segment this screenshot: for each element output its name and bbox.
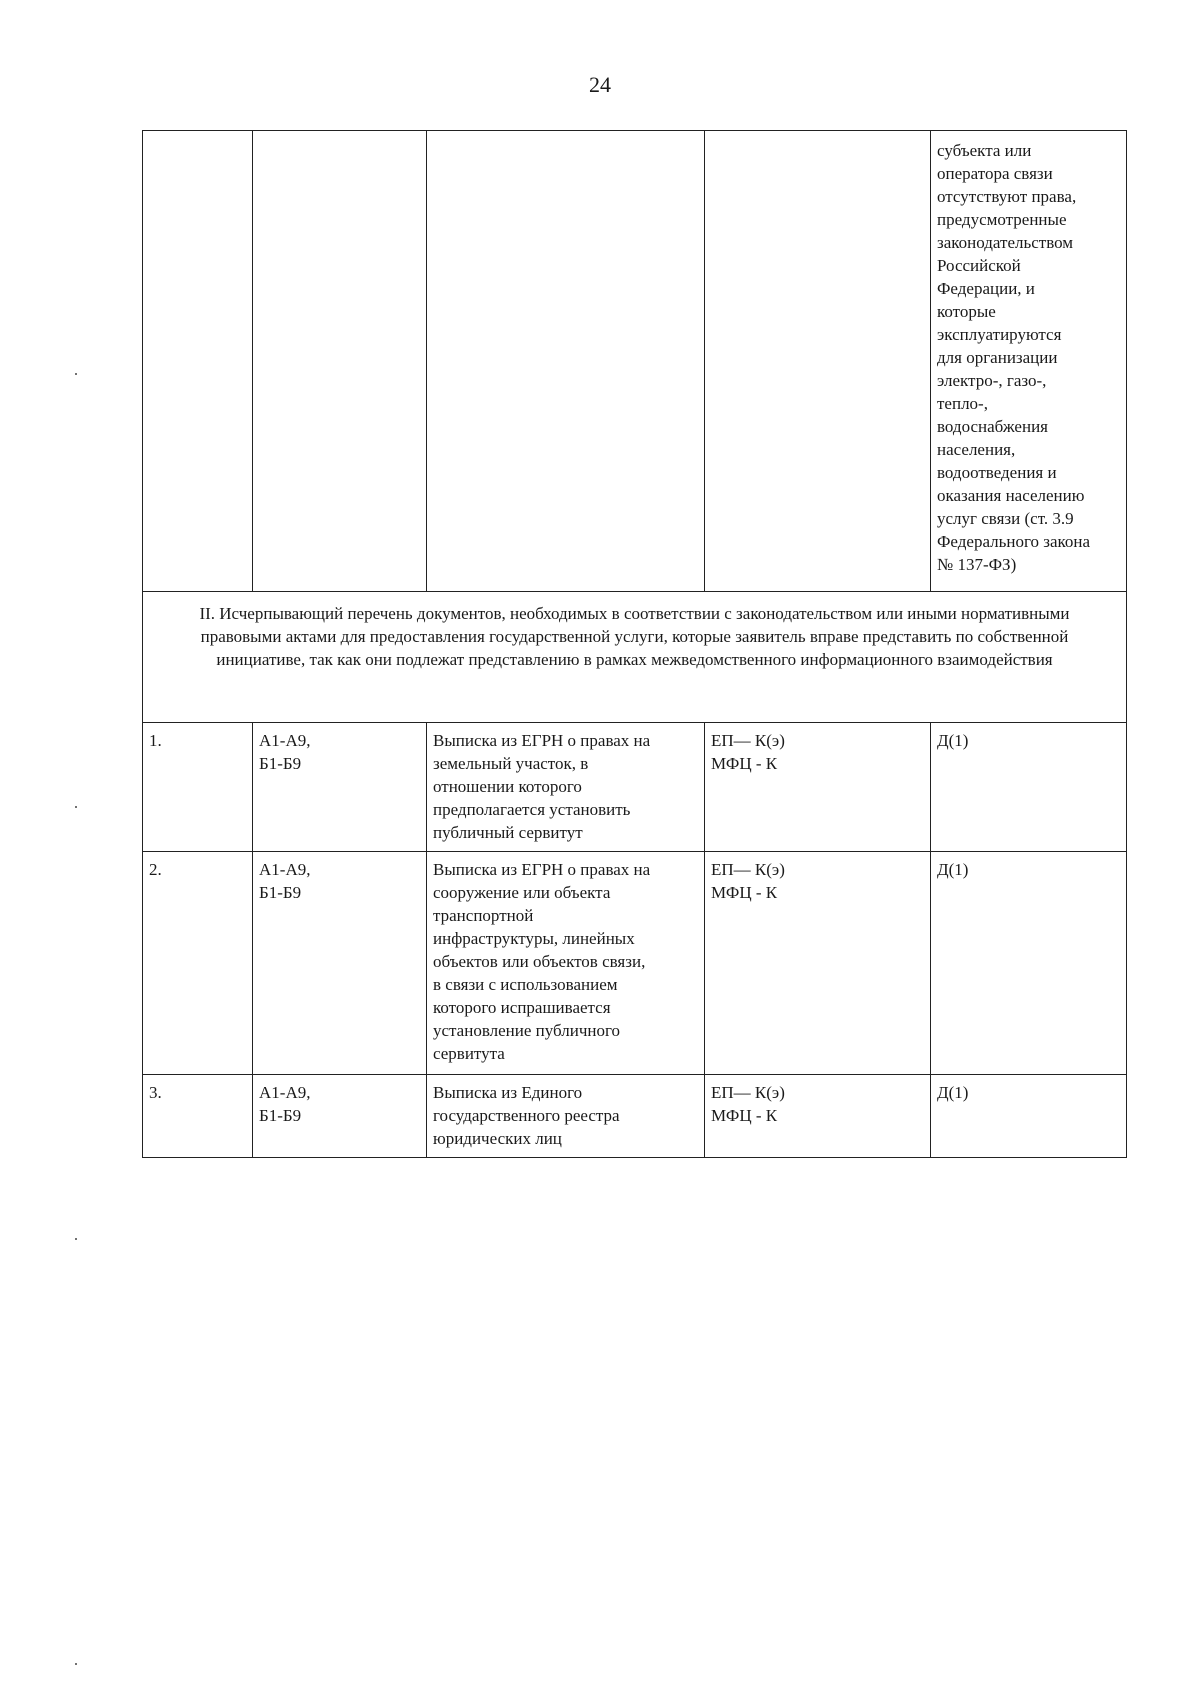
channel-line: ЕП— К(э) (711, 731, 785, 750)
note-line: эксплуатируются (937, 325, 1062, 344)
channel-line: МФЦ - К (711, 883, 778, 902)
doc-line: установление публичного (433, 1021, 621, 1040)
doc-line: Выписка из Единого (433, 1083, 583, 1102)
code-line: Б1-Б9 (259, 1106, 302, 1125)
section-heading: II. Исчерпывающий перечень документов, необходимых в соответствии с законодательством или иными нормативными правовыми актами для предоставления государственной услуги, которые заявитель вправе представить по собственной инициативе, так как они подлежат представлению в рамках межведомственного информационного взаимодействия (143, 592, 1127, 723)
doc-line: юридических лиц (433, 1129, 562, 1148)
margin-dot (75, 373, 77, 375)
note-line: субъекта или (937, 141, 1032, 160)
row-codes (253, 723, 427, 852)
row-result: Д(1) (931, 1075, 1127, 1158)
margin-dot (75, 1663, 77, 1665)
cell-channels (705, 131, 931, 592)
note-line: электро-, газо-, (937, 371, 1047, 390)
doc-line: отношении которого (433, 777, 582, 796)
channel-line: МФЦ - К (711, 1106, 778, 1125)
row-document (427, 723, 705, 852)
row-document (427, 1075, 705, 1158)
row-document (427, 852, 705, 1075)
code-line: Б1-Б9 (259, 754, 302, 773)
channel-line: ЕП— К(э) (711, 1083, 785, 1102)
margin-dot (75, 1238, 77, 1240)
cell-note (931, 131, 1127, 592)
doc-line: предполагается установить (433, 800, 631, 819)
note-line: Российской (937, 256, 1021, 275)
doc-line: сервитута (433, 1044, 505, 1063)
row-number: 1. (143, 723, 253, 852)
table-row (143, 1075, 1127, 1158)
table-row (143, 723, 1127, 852)
note-line: оператора связи (937, 164, 1053, 183)
doc-line: Выписка из ЕГРН о правах на (433, 731, 651, 750)
row-codes (253, 852, 427, 1075)
note-line: для организации (937, 348, 1058, 367)
doc-line: инфраструктуры, линейных (433, 929, 635, 948)
doc-line: сооружение или объекта (433, 883, 611, 902)
row-number: 3. (143, 1075, 253, 1158)
table-row (143, 852, 1127, 1075)
table-row-continuation (143, 131, 1127, 592)
note-line: отсутствуют права, (937, 187, 1077, 206)
note-line: услуг связи (ст. 3.9 (937, 509, 1074, 528)
doc-line: публичный сервитут (433, 823, 583, 842)
note-line: водоотведения и (937, 463, 1057, 482)
doc-line: которого испрашивается (433, 998, 611, 1017)
cell-num (143, 131, 253, 592)
note-line: № 137-ФЗ) (937, 555, 1017, 574)
section-heading-row (143, 592, 1127, 723)
row-channels (705, 723, 931, 852)
note-line: Федерального закона (937, 532, 1091, 551)
code-line: А1-А9, (259, 860, 311, 879)
code-line: А1-А9, (259, 1083, 311, 1102)
channel-line: МФЦ - К (711, 754, 778, 773)
row-codes (253, 1075, 427, 1158)
channel-line: ЕП— К(э) (711, 860, 785, 879)
note-line: оказания населению (937, 486, 1085, 505)
cell-codes (253, 131, 427, 592)
note-line: населения, (937, 440, 1016, 459)
doc-line: государственного реестра (433, 1106, 620, 1125)
note-line: тепло-, (937, 394, 988, 413)
margin-dot (75, 806, 77, 808)
doc-line: в связи с использованием (433, 975, 618, 994)
code-line: Б1-Б9 (259, 883, 302, 902)
row-result: Д(1) (931, 852, 1127, 1075)
doc-line: Выписка из ЕГРН о правах на (433, 860, 651, 879)
note-line: которые (937, 302, 996, 321)
note-line: Федерации, и (937, 279, 1035, 298)
note-line: водоснабжения (937, 417, 1048, 436)
note-line: законодательством (937, 233, 1074, 252)
row-result: Д(1) (931, 723, 1127, 852)
code-line: А1-А9, (259, 731, 311, 750)
cell-document (427, 131, 705, 592)
page-number: 24 (589, 72, 611, 97)
row-number: 2. (143, 852, 253, 1075)
row-channels (705, 852, 931, 1075)
row-channels (705, 1075, 931, 1158)
note-line: предусмотренные (937, 210, 1067, 229)
doc-line: земельный участок, в (433, 754, 589, 773)
doc-line: транспортной (433, 906, 534, 925)
documents-table (142, 130, 1127, 1158)
doc-line: объектов или объектов связи, (433, 952, 646, 971)
